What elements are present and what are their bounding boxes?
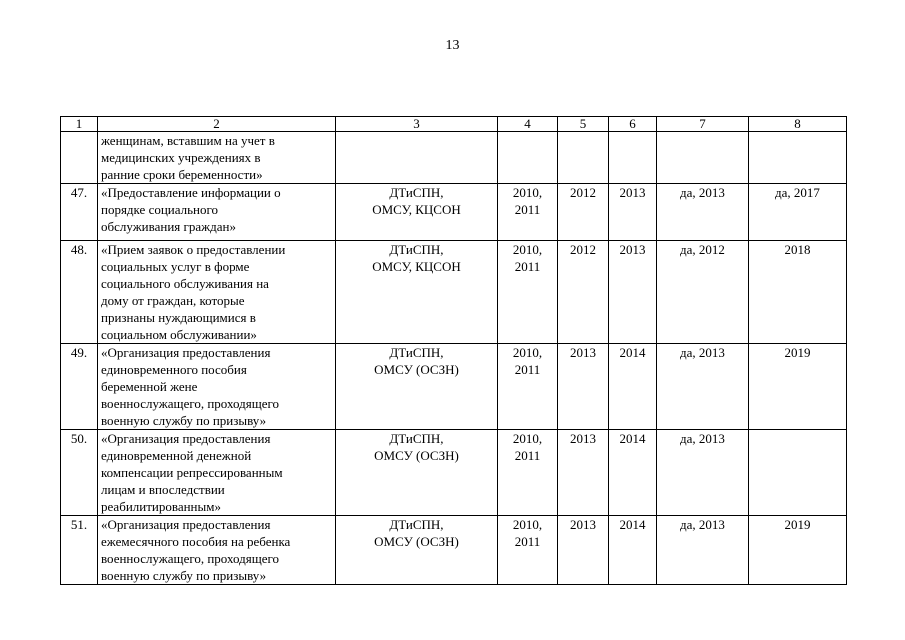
year-cell: 2013 [558, 430, 609, 516]
year-line: 2010, [512, 242, 543, 257]
year-cell [609, 132, 657, 184]
service-line: военную службу по призыву» [101, 413, 267, 428]
row-number [61, 132, 98, 184]
service-line: порядке социального [101, 202, 219, 217]
responsible-line: ОМСУ, КЦСОН [372, 202, 461, 217]
service-line: «Организация предоставления [101, 431, 271, 446]
year-cell: 2014 [609, 430, 657, 516]
service-line: «Прием заявок о предоставлении [101, 242, 286, 257]
responsible-line: ОМСУ (ОСЗН) [374, 448, 459, 463]
year-cell: 2013 [609, 184, 657, 241]
service-line: обслуживания граждан» [101, 219, 236, 234]
years-cell [498, 184, 558, 241]
year-line: 2011 [514, 202, 541, 217]
service-line: ежемесячного пособия на ребенка [101, 534, 291, 549]
year-cell: 2014 [609, 344, 657, 430]
service-line: единовременной денежной [101, 448, 252, 463]
responsible-line: ОМСУ (ОСЗН) [374, 362, 459, 377]
status-cell: да, 2013 [657, 430, 749, 516]
years-cell [498, 516, 558, 585]
status-cell: да, 2013 [657, 344, 749, 430]
service-line: дому от граждан, которые [101, 293, 245, 308]
services-table [60, 116, 847, 585]
column-header: 1 [61, 117, 98, 132]
service-line: «Предоставление информации о [101, 185, 281, 200]
row-number: 48. [61, 241, 98, 344]
status-cell: да, 2013 [657, 184, 749, 241]
responsible [336, 430, 498, 516]
year-line: 2011 [514, 259, 541, 274]
responsible-line: ДТиСПН, [389, 517, 444, 532]
service-line: социальных услуг в форме [101, 259, 250, 274]
target-year-cell [749, 132, 847, 184]
target-year-cell: 2019 [749, 516, 847, 585]
service-line: «Организация предоставления [101, 517, 271, 532]
status-cell: да, 2012 [657, 241, 749, 344]
target-year-cell: 2018 [749, 241, 847, 344]
service-line: женщинам, вставшим на учет в [101, 133, 275, 148]
years-cell [498, 344, 558, 430]
target-year-cell: 2019 [749, 344, 847, 430]
column-header: 2 [98, 117, 336, 132]
target-year-cell [749, 430, 847, 516]
column-header: 4 [498, 117, 558, 132]
target-year-cell: да, 2017 [749, 184, 847, 241]
status-cell: да, 2013 [657, 516, 749, 585]
service-line: военнослужащего, проходящего [101, 551, 279, 566]
year-cell [558, 132, 609, 184]
year-line: 2011 [514, 448, 541, 463]
service-name [98, 241, 336, 344]
responsible-line: ДТиСПН, [389, 242, 444, 257]
table-row [61, 241, 847, 344]
service-line: лицам и впоследствии [101, 482, 225, 497]
service-name [98, 132, 336, 184]
service-line: ранние сроки беременности» [101, 167, 263, 182]
year-cell: 2014 [609, 516, 657, 585]
service-line: реабилитированным» [101, 499, 221, 514]
service-name [98, 430, 336, 516]
year-cell: 2013 [609, 241, 657, 344]
year-cell: 2013 [558, 516, 609, 585]
year-line: 2010, [512, 431, 543, 446]
table-header-row [61, 117, 847, 132]
column-header: 8 [749, 117, 847, 132]
responsible-line: ОМСУ (ОСЗН) [374, 534, 459, 549]
table-row [61, 132, 847, 184]
year-cell: 2013 [558, 344, 609, 430]
year-cell: 2012 [558, 184, 609, 241]
service-line: военную службу по призыву» [101, 568, 267, 583]
responsible [336, 184, 498, 241]
years-cell [498, 241, 558, 344]
status-cell [657, 132, 749, 184]
service-line: «Организация предоставления [101, 345, 271, 360]
row-number: 49. [61, 344, 98, 430]
column-header: 7 [657, 117, 749, 132]
year-line: 2011 [514, 362, 541, 377]
service-name [98, 184, 336, 241]
year-cell: 2012 [558, 241, 609, 344]
service-name [98, 344, 336, 430]
responsible-line: ДТиСПН, [389, 185, 444, 200]
responsible-line: ДТиСПН, [389, 431, 444, 446]
service-name [98, 516, 336, 585]
responsible [336, 132, 498, 184]
service-line: социальном обслуживании» [101, 327, 257, 342]
table-row [61, 430, 847, 516]
service-line: медицинских учреждениях в [101, 150, 261, 165]
column-header: 5 [558, 117, 609, 132]
column-header: 6 [609, 117, 657, 132]
year-line: 2011 [514, 534, 541, 549]
years-cell [498, 430, 558, 516]
service-line: социального обслуживания на [101, 276, 269, 291]
responsible-line: ДТиСПН, [389, 345, 444, 360]
table-row [61, 344, 847, 430]
row-number: 47. [61, 184, 98, 241]
table-row [61, 516, 847, 585]
service-line: единовременного пособия [101, 362, 247, 377]
row-number: 51. [61, 516, 98, 585]
responsible [336, 516, 498, 585]
years-cell [498, 132, 558, 184]
year-line: 2010, [512, 517, 543, 532]
service-line: военнослужащего, проходящего [101, 396, 279, 411]
page-number: 13 [445, 38, 460, 53]
row-number: 50. [61, 430, 98, 516]
year-line: 2010, [512, 345, 543, 360]
responsible-line: ОМСУ, КЦСОН [372, 259, 461, 274]
service-line: беременной жене [101, 379, 198, 394]
responsible [336, 344, 498, 430]
service-line: компенсации репрессированным [101, 465, 283, 480]
column-header: 3 [336, 117, 498, 132]
service-line: признаны нуждающимися в [101, 310, 256, 325]
year-line: 2010, [512, 185, 543, 200]
responsible [336, 241, 498, 344]
table-row [61, 184, 847, 241]
